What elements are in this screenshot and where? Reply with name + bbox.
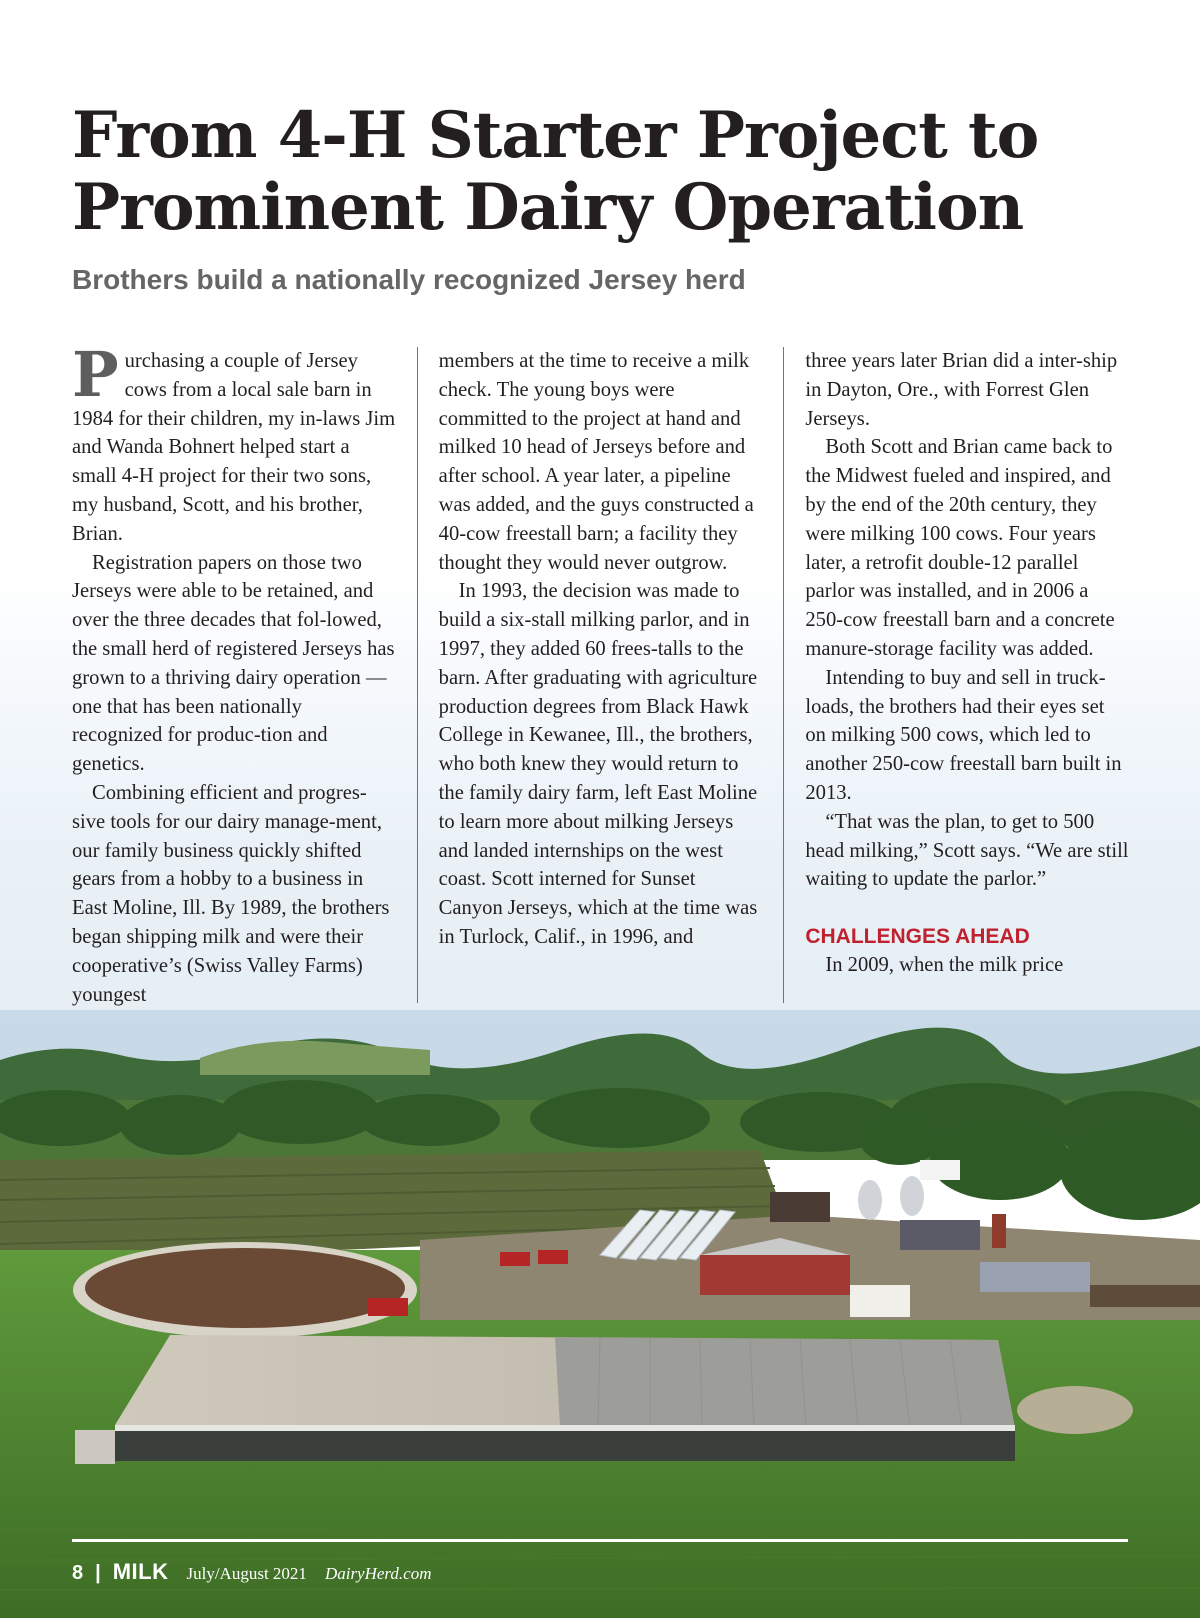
headline-line-1: From 4-H Starter Project to <box>72 98 1039 173</box>
footer-separator: | <box>95 1562 101 1584</box>
issue-date: July/August 2021 <box>186 1564 307 1583</box>
body-column-3 <box>784 347 1129 1007</box>
paragraph: “That was the plan, to get to 500 head milking,” Scott says. “We are still waiting to update the parlor.” <box>805 810 1129 891</box>
paragraph: In 1993, the decision was made to build a six-stall milking parlor, and in 1997, they added 60 frees-talls to the barn. After graduating with agriculture production degrees from Black Hawk College in Kewanee, Ill., the brothers, who both knew they would return to the family dairy farm, left East Moline to learn more about milking Jerseys and landed internships on the west coast. Scott interned for Sunset Canyon Jerseys, which at the time was in Turlock, Calif., in 1996, and <box>438 580 758 948</box>
headline-line-2: Prominent Dairy Operation <box>72 170 1024 245</box>
footer-rule <box>72 1539 1128 1542</box>
page-footer <box>72 1559 431 1587</box>
article-deck: Brothers build a nationally recognized Jersey herd <box>72 264 746 295</box>
section-subhead: CHALLENGES AHEAD <box>805 925 1030 949</box>
paragraph: Intending to buy and sell in truck-loads, the brothers had their eyes set on milking 500 cows, which led to another 250-cow freestall barn built in 2013. <box>805 666 1122 804</box>
article-body <box>72 338 1129 1007</box>
paragraph <box>72 338 396 549</box>
body-column-2 <box>418 347 785 1003</box>
paragraph: Combining efficient and progres-sive tools for our dairy manage-ment, our family business quickly shifted gears from a hobby to a business in East Moline, Ill. By 1989, the brothers began shipping milk and were their cooperative’s (Swiss Valley Farms) youngest <box>72 781 390 1006</box>
body-column-1 <box>72 338 418 1006</box>
paragraph: Both Scott and Brian came back to the Midwest fueled and inspired, and by the end of the 20th century, they were milking 100 cows. Four years later, a retrofit double-12 parallel parlor was installed, and in 2006 a 250-cow freestall barn and a concrete manure-storage facility was added. <box>805 436 1115 660</box>
paragraph: members at the time to receive a milk check. The young boys were committed to the project at hand and milked 10 head of Jerseys before and after school. A year later, a pipeline was added, and the guys constructed a 40-cow freestall barn; a facility they thought they would never outgrow. <box>438 350 754 574</box>
paragraph: In 2009, when the milk price <box>825 954 1064 977</box>
website-link[interactable]: DairyHerd.com <box>324 1564 432 1583</box>
paragraph: Registration papers on those two Jerseys were able to be retained, and over the three decades that fol-lowed, the small herd of registered Jerseys has grown to a thriving dairy operation — one that has been nationally recognized for produc-tion and genetics. <box>72 551 395 776</box>
article-headline <box>72 100 1152 244</box>
paragraph-text: urchasing a couple of Jersey cows from a local sale barn in 1984 for their children, my in-laws Jim and Wanda Bohnert helped start a small 4-H project for their two sons, my husband, Scott, and his brother, Brian. <box>72 350 396 545</box>
magazine-name: MILK <box>112 1559 169 1584</box>
page-number: 8 <box>72 1562 84 1584</box>
drop-cap: P <box>72 338 119 411</box>
paragraph: three years later Brian did a inter-ship in Dayton, Ore., with Forrest Glen Jerseys. <box>805 350 1118 430</box>
